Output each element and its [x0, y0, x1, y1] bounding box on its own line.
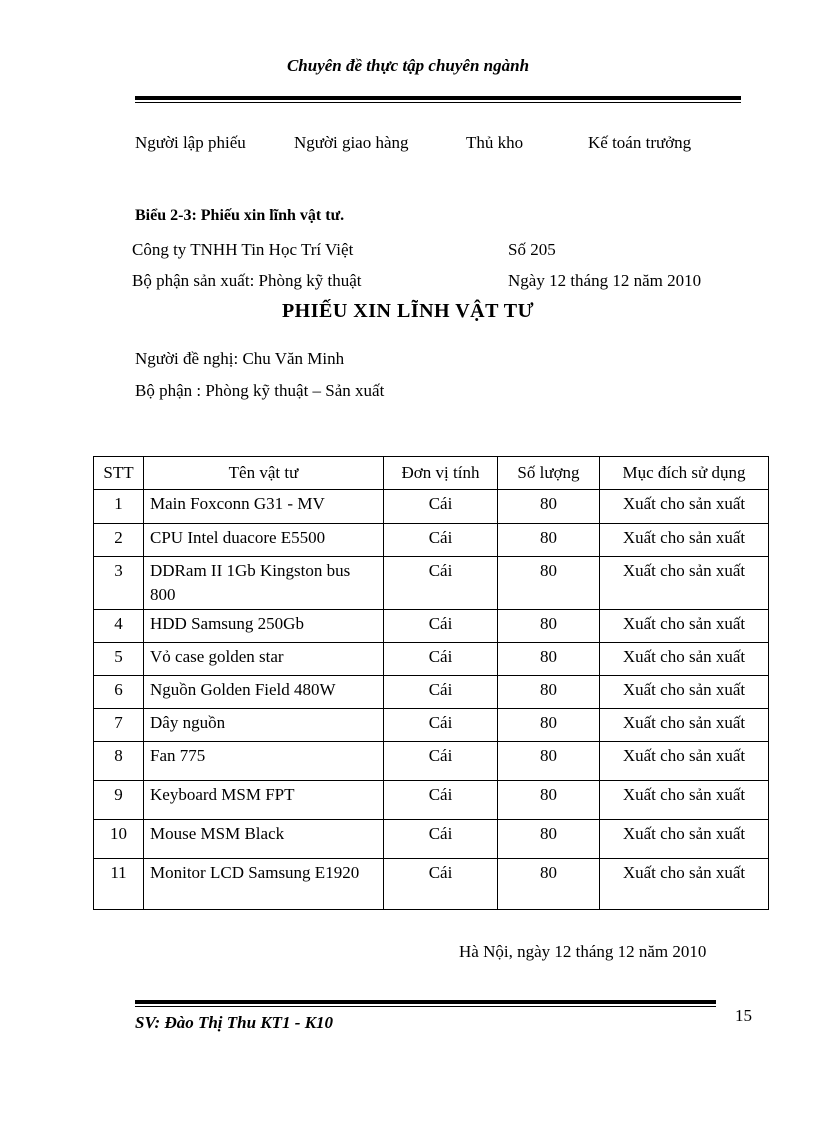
header-material-name: Tên vật tư: [144, 457, 384, 490]
stt-cell: 6: [94, 676, 144, 709]
material-name-cell: Dây nguồn: [144, 709, 384, 742]
unit-cell: Cái: [384, 820, 498, 859]
material-name-cell: Fan 775: [144, 742, 384, 781]
footer-rule: [135, 1000, 716, 1007]
purpose-cell: Xuất cho sản xuất: [600, 643, 769, 676]
table-row: [94, 820, 769, 859]
quantity-cell: 80: [498, 676, 600, 709]
purpose-cell: Xuất cho sản xuất: [600, 524, 769, 557]
material-name-cell: DDRam II 1Gb Kingston bus 800: [144, 557, 384, 610]
stt-cell: 3: [94, 557, 144, 610]
signature-chief-accountant: Kế toán trưởng: [588, 133, 692, 152]
header-stt: STT: [94, 457, 144, 490]
stt-cell: 1: [94, 490, 144, 524]
quantity-cell: 80: [498, 709, 600, 742]
production-department: Bộ phận sản xuất: Phòng kỹ thuật: [132, 271, 362, 290]
purpose-cell: Xuất cho sản xuất: [600, 610, 769, 643]
place-and-date: Hà Nội, ngày 12 tháng 12 năm 2010: [459, 942, 707, 961]
quantity-cell: 80: [498, 820, 600, 859]
unit-cell: Cái: [384, 709, 498, 742]
figure-caption: Biểu 2-3: Phiếu xin lĩnh vật tư.: [135, 207, 345, 224]
requesting-department: Bộ phận : Phòng kỹ thuật – Sản xuất: [135, 381, 385, 400]
table-row: [94, 676, 769, 709]
quantity-cell: 80: [498, 742, 600, 781]
running-header: Chuyên đề thực tập chuyên ngành: [286, 56, 530, 75]
unit-cell: Cái: [384, 610, 498, 643]
material-name-cell: Main Foxconn G31 - MV: [144, 490, 384, 524]
unit-cell: Cái: [384, 490, 498, 524]
unit-cell: Cái: [384, 676, 498, 709]
quantity-cell: 80: [498, 643, 600, 676]
table-row: [94, 709, 769, 742]
document-title: PHIẾU XIN LĨNH VẬT TƯ: [281, 300, 535, 322]
header-purpose: Mục đích sử dụng: [600, 457, 769, 490]
purpose-cell: Xuất cho sản xuất: [600, 859, 769, 910]
table-row: [94, 524, 769, 557]
unit-cell: Cái: [384, 524, 498, 557]
materials-table: [93, 456, 769, 910]
unit-cell: Cái: [384, 557, 498, 610]
material-name-cell: Mouse MSM Black: [144, 820, 384, 859]
stt-cell: 2: [94, 524, 144, 557]
table-row: [94, 781, 769, 820]
requester: Người đề nghị: Chu Văn Minh: [135, 349, 345, 368]
student-name: SV: Đào Thị Thu KT1 - K10: [135, 1013, 334, 1032]
signature-storekeeper: Thủ kho: [466, 133, 524, 152]
table-header-row: [94, 457, 769, 490]
stt-cell: 10: [94, 820, 144, 859]
table-row: [94, 742, 769, 781]
table-row: [94, 643, 769, 676]
purpose-cell: Xuất cho sản xuất: [600, 676, 769, 709]
purpose-cell: Xuất cho sản xuất: [600, 742, 769, 781]
stt-cell: 11: [94, 859, 144, 910]
issue-date: Ngày 12 tháng 12 năm 2010: [508, 271, 702, 290]
unit-cell: Cái: [384, 859, 498, 910]
table-row: [94, 557, 769, 610]
material-name-cell: Monitor LCD Samsung E1920: [144, 859, 384, 910]
header-quantity: Số lượng: [498, 457, 600, 490]
quantity-cell: 80: [498, 781, 600, 820]
quantity-cell: 80: [498, 524, 600, 557]
material-name-cell: HDD Samsung 250Gb: [144, 610, 384, 643]
material-name-cell: Nguồn Golden Field 480W: [144, 676, 384, 709]
stt-cell: 9: [94, 781, 144, 820]
purpose-cell: Xuất cho sản xuất: [600, 709, 769, 742]
header-unit: Đơn vị tính: [384, 457, 498, 490]
material-name-cell: CPU Intel duacore E5500: [144, 524, 384, 557]
table-row: [94, 490, 769, 524]
material-name-cell: Vỏ case golden star: [144, 643, 384, 676]
unit-cell: Cái: [384, 781, 498, 820]
stt-cell: 5: [94, 643, 144, 676]
page-number: 15: [735, 1006, 752, 1025]
quantity-cell: 80: [498, 859, 600, 910]
stt-cell: 4: [94, 610, 144, 643]
quantity-cell: 80: [498, 490, 600, 524]
purpose-cell: Xuất cho sản xuất: [600, 820, 769, 859]
unit-cell: Cái: [384, 643, 498, 676]
stt-cell: 7: [94, 709, 144, 742]
purpose-cell: Xuất cho sản xuất: [600, 781, 769, 820]
table-row: [94, 610, 769, 643]
material-name-cell: Keyboard MSM FPT: [144, 781, 384, 820]
quantity-cell: 80: [498, 610, 600, 643]
header-rule: [135, 96, 741, 103]
company-name: Công ty TNHH Tin Học Trí Việt: [132, 240, 354, 259]
purpose-cell: Xuất cho sản xuất: [600, 557, 769, 610]
signature-deliverer: Người giao hàng: [294, 133, 409, 152]
quantity-cell: 80: [498, 557, 600, 610]
stt-cell: 8: [94, 742, 144, 781]
unit-cell: Cái: [384, 742, 498, 781]
signature-preparer: Người lập phiếu: [135, 133, 246, 152]
document-number: Số 205: [508, 240, 556, 259]
purpose-cell: Xuất cho sản xuất: [600, 490, 769, 524]
table-row: [94, 859, 769, 910]
